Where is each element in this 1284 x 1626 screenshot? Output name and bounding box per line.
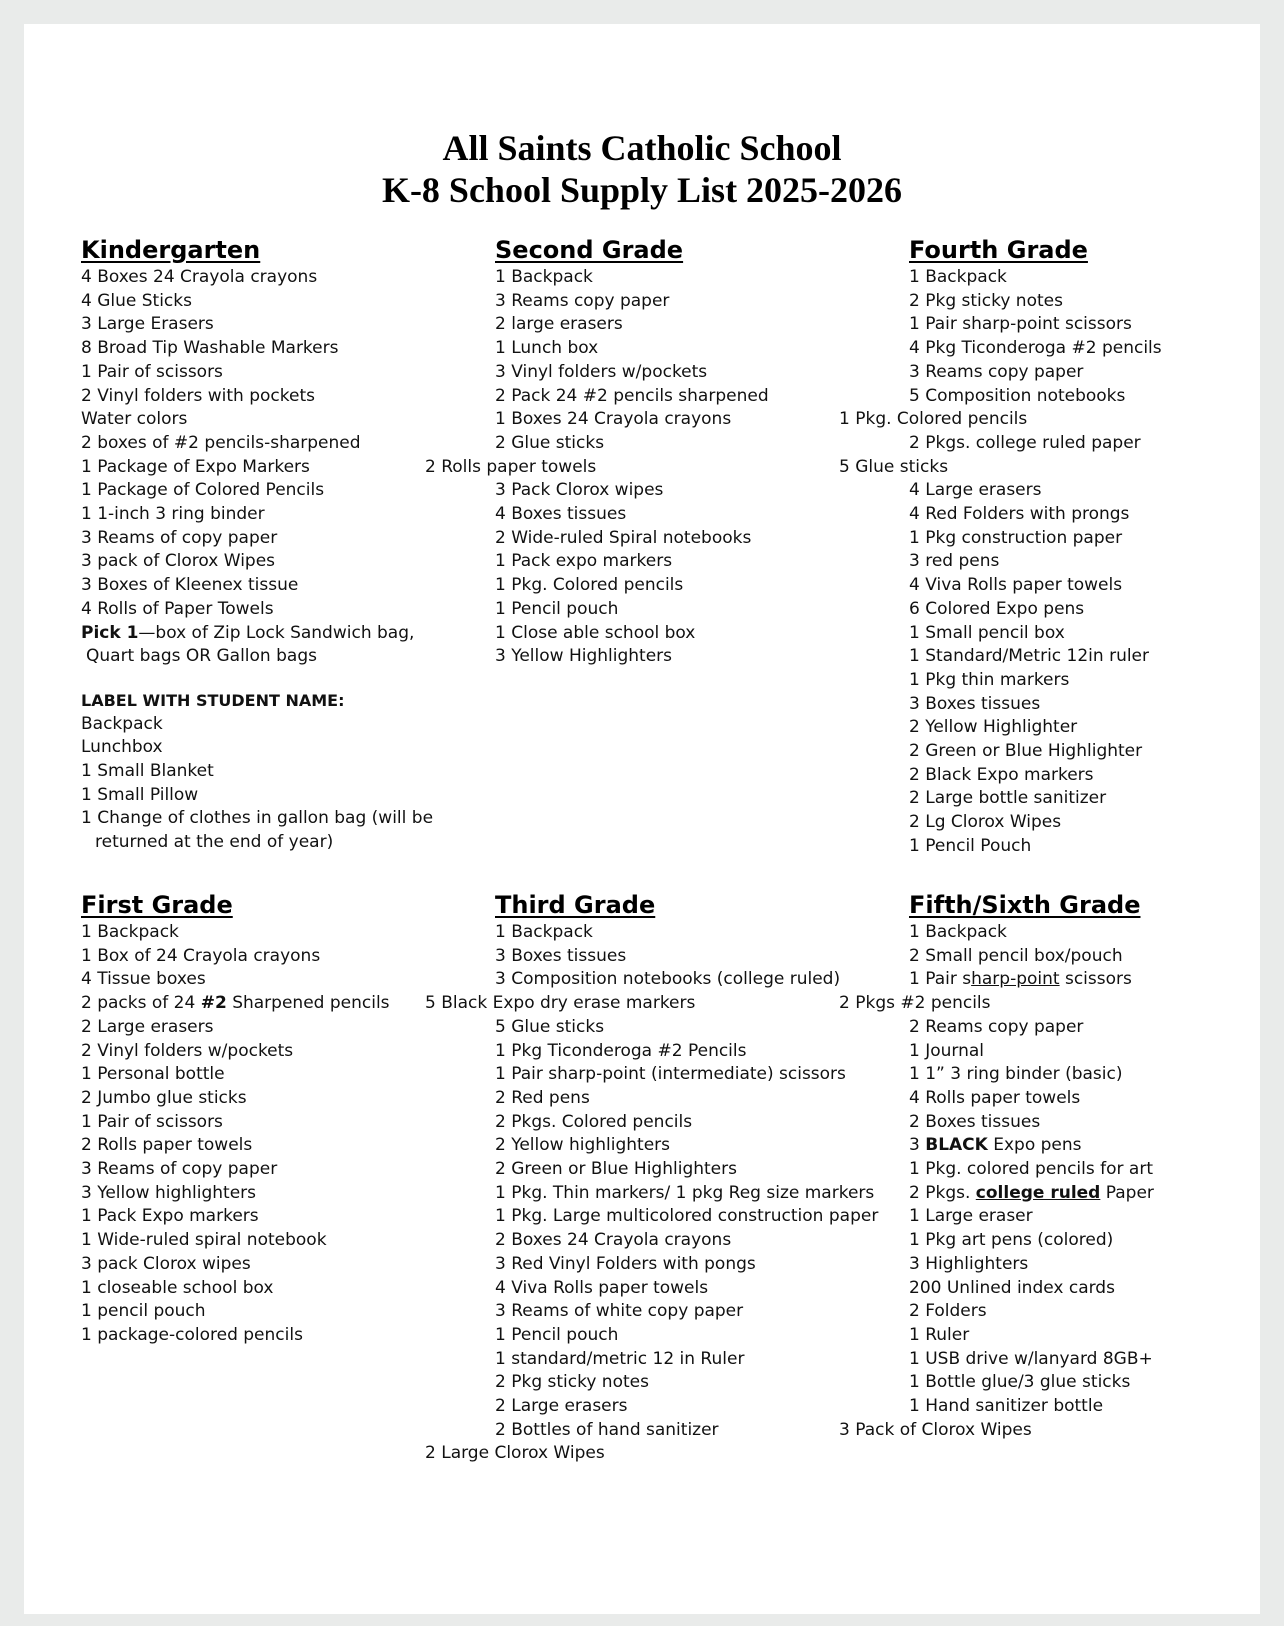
list-item: 3 Large Erasers [81,314,214,335]
list-item: 3 Boxes tissues [909,693,1041,714]
list-item: 4 Boxes 24 Crayola crayons [81,267,318,287]
list-item: 4 Rolls of Paper Towels [81,598,274,619]
list-item: 3 Yellow Highlighters [495,646,673,667]
list-item: 3 pack Clorox wipes [81,1253,251,1274]
list-item: 2 Black Expo markers [909,764,1094,785]
list-item: 1 Bottle glue/3 glue sticks [909,1372,1131,1393]
list-item: 2 Vinyl folders w/pockets [81,1040,294,1061]
list-item: 2 Large erasers [81,1016,214,1037]
list-item: 3 Reams copy paper [495,290,670,311]
list-item [909,1182,1154,1206]
list-item: 5 Black Expo dry erase markers [425,993,696,1014]
item-emphasis: college ruled [975,1182,1101,1203]
list-item: 2 Yellow Highlighter [909,717,1078,738]
item-text: 1 Pair s [909,969,972,990]
list-item: 1 Package of Colored Pencils [81,480,325,501]
list-item: 2 Glue sticks [495,432,605,453]
list-item: 1 Pkg art pens (colored) [909,1230,1114,1251]
label-item: 1 Small Blanket [81,761,214,782]
list-item: 5 Composition notebooks [909,385,1126,406]
item-emphasis: #2 [200,993,227,1014]
list-item: 2 Lg Clorox Wipes [909,812,1062,833]
item-emphasis: harp-point [971,969,1060,990]
pick-one-label: Pick 1 [81,622,139,643]
list-item: 6 Colored Expo pens [909,598,1085,619]
list-item: 4 Red Folders with prongs [909,504,1130,525]
second-grade-section [425,235,769,669]
list-item: 1 Pkg. Large multicolored construction paper [495,1206,879,1227]
list-item: 4 Glue Sticks [81,290,192,311]
list-item: 1 Ruler [909,1324,970,1345]
list-item: 1 Small pencil box [909,622,1065,643]
list-item: 2 Rolls paper towels [81,1135,253,1156]
document-page [24,24,1260,1614]
list-item: 1 Wide-ruled spiral notebook [81,1230,327,1251]
list-item: 2 Green or Blue Highlighter [909,741,1143,762]
list-item: 2 Pkgs. Colored pencils [495,1111,693,1132]
list-item: 3 Boxes of Kleenex tissue [81,575,299,596]
label-item: Lunchbox [81,737,163,758]
item-text: 3 [909,1135,926,1156]
list-item: 1 Backpack [909,922,1007,942]
pick-one-continuation: Quart bags OR Gallon bags [86,646,317,667]
list-item: 2 Bottles of hand sanitizer [495,1419,719,1440]
list-item: 200 Unlined index cards [909,1277,1115,1298]
list-item: 1 Journal [909,1040,985,1061]
list-item: 1 Pkg. Thin markers/ 1 pkg Reg size markers [495,1182,875,1203]
kindergarten-section [81,235,433,855]
list-item: 2 boxes of #2 pencils-sharpened [81,432,361,453]
list-item: 1 1” 3 ring binder (basic) [909,1064,1123,1085]
list-item: 1 Box of 24 Crayola crayons [81,945,321,966]
list-item: 1 Pkg Ticonderoga #2 Pencils [495,1040,747,1061]
first-grade-section [81,890,390,1348]
item-emphasis: BLACK [925,1135,988,1156]
list-item: 2 Yellow highlighters [495,1135,671,1156]
list-item: 1 Backpack [495,267,593,287]
list-item: 1 Pair sharp-point scissors [909,314,1132,335]
list-item: 2 Green or Blue Highlighters [495,1159,737,1180]
label-item: Backpack [81,713,163,734]
list-item: 1 Pencil pouch [495,1324,619,1345]
second-grade-heading: Second Grade [495,236,684,264]
list-item: 2 Pkgs. college ruled paper [909,432,1141,453]
list-item: 1 Backpack [495,922,593,942]
list-item: 3 Boxes tissues [495,945,627,966]
list-item: 3 Pack Clorox wipes [495,480,664,501]
list-item: 2 Large erasers [495,1396,628,1417]
item-text: scissors [1059,969,1132,990]
list-item: 1 Pkg construction paper [909,527,1123,548]
fifth-sixth-grade-heading: Fifth/Sixth Grade [909,891,1141,919]
list-item: 1 Boxes 24 Crayola crayons [495,409,732,430]
third-grade-section [425,890,879,1466]
list-item: 1 package-colored pencils [81,1324,303,1345]
list-item [909,1134,1154,1158]
list-item: 1 Large eraser [909,1206,1033,1227]
list-item: 3 Reams copy paper [909,361,1084,382]
list-item: 2 Large Clorox Wipes [425,1443,605,1464]
label-item-continuation: returned at the end of year) [95,832,334,853]
list-item: 3 Reams of white copy paper [495,1301,744,1322]
list-item: 2 Boxes 24 Crayola crayons [495,1230,732,1251]
list-item: 4 Large erasers [909,480,1042,501]
list-item: 2 Wide-ruled Spiral notebooks [495,527,752,548]
list-item: 1 Pkg. colored pencils for art [909,1159,1153,1180]
list-item: 3 Pack of Clorox Wipes [839,1419,1032,1440]
list-item: 3 Reams of copy paper [81,1159,278,1180]
page-title: All Saints Catholic School [442,128,842,168]
list-item: 1 Standard/Metric 12in ruler [909,646,1150,667]
pick-one-text: —box of Zip Lock Sandwich bag, [138,622,415,643]
item-text: 2 Pkgs. [909,1182,976,1203]
list-item: 1 USB drive w/lanyard 8GB+ [909,1348,1153,1369]
list-item: 1 Lunch box [495,338,599,359]
fifth-sixth-grade-section [839,890,1154,1442]
list-item: 1 standard/metric 12 in Ruler [495,1348,745,1369]
list-item: 5 Glue sticks [839,456,949,477]
list-item: 2 Vinyl folders with pockets [81,385,315,406]
kindergarten-heading: Kindergarten [81,236,261,264]
list-item: Water colors [81,409,188,430]
list-item: 3 red pens [909,551,1000,572]
list-item: 4 Viva Rolls paper towels [909,575,1123,596]
list-item: 8 Broad Tip Washable Markers [81,338,339,359]
list-item: 2 Rolls paper towels [425,456,597,477]
list-item: 2 Folders [909,1301,987,1322]
list-item: 1 1-inch 3 ring binder [81,504,265,525]
list-item: 1 Pack Expo markers [81,1206,259,1227]
label-item: 1 Change of clothes in gallon bag (will be [81,808,434,829]
third-grade-heading: Third Grade [495,891,656,919]
item-text: Paper [1100,1182,1154,1203]
list-item: 3 Reams of copy paper [81,527,278,548]
list-item: 5 Glue sticks [495,1016,605,1037]
list-item: 3 Vinyl folders w/pockets [495,361,708,382]
list-item: 4 Pkg Ticonderoga #2 pencils [909,338,1162,359]
list-item: 1 Pair sharp-point (intermediate) scissors [495,1064,846,1085]
list-item: 1 Pair of scissors [81,1111,223,1132]
list-item: 3 pack of Clorox Wipes [81,551,276,572]
list-item: 2 Pkg sticky notes [909,290,1063,311]
list-item [909,968,1154,992]
list-item: 3 Red Vinyl Folders with pongs [495,1253,756,1274]
list-item: 3 Highlighters [909,1253,1029,1274]
list-item: 1 Hand sanitizer bottle [909,1396,1104,1417]
list-item: 1 Close able school box [495,622,696,643]
list-item: 1 closeable school box [81,1277,274,1298]
list-item: 3 Composition notebooks (college ruled) [495,969,841,990]
list-item: 2 Small pencil box/pouch [909,945,1123,966]
list-item: 4 Boxes tissues [495,504,627,525]
list-item: 1 pencil pouch [81,1301,206,1322]
list-item: 4 Tissue boxes [81,969,206,990]
list-item: 1 Pkg thin markers [909,669,1070,690]
list-item: 2 Jumbo glue sticks [81,1087,247,1108]
list-item: 1 Pencil Pouch [909,835,1032,856]
list-item: 2 large erasers [495,314,623,335]
list-item: 2 Red pens [495,1087,590,1108]
list-item: 1 Backpack [909,267,1007,287]
list-item: 2 Pkg sticky notes [495,1372,649,1393]
list-item: 2 Large bottle sanitizer [909,788,1107,809]
list-item: 4 Rolls paper towels [909,1087,1081,1108]
fourth-grade-section [839,235,1162,859]
list-item: 4 Viva Rolls paper towels [495,1277,709,1298]
label-item: 1 Small Pillow [81,784,199,805]
fourth-grade-heading: Fourth Grade [909,236,1088,264]
list-item: 1 Pencil pouch [495,598,619,619]
list-item: 1 Pkg. Colored pencils [495,575,684,596]
first-grade-heading: First Grade [81,891,233,919]
list-item: 2 Boxes tissues [909,1111,1041,1132]
item-text: Expo pens [987,1135,1082,1156]
list-item: 1 Pkg. Colored pencils [839,409,1028,430]
label-heading: LABEL WITH STUDENT NAME: [81,690,345,710]
list-item: 2 Reams copy paper [909,1016,1084,1037]
page-subtitle: K-8 School Supply List 2025-2026 [381,170,903,210]
list-item: 2 Pack 24 #2 pencils sharpened [495,385,769,406]
list-item: 1 Pair of scissors [81,361,223,382]
list-item: 1 Package of Expo Markers [81,456,310,477]
list-item: 3 Yellow highlighters [81,1182,257,1203]
list-item: 1 Personal bottle [81,1064,225,1085]
item-text: 2 packs of 24 [81,993,201,1014]
list-item: 1 Backpack [81,922,179,942]
list-item [81,992,390,1016]
list-item: 1 Pack expo markers [495,551,673,572]
pick-one-item [81,622,433,646]
item-text: Sharpened pencils [226,993,390,1014]
list-item: 2 Pkgs #2 pencils [839,993,991,1014]
